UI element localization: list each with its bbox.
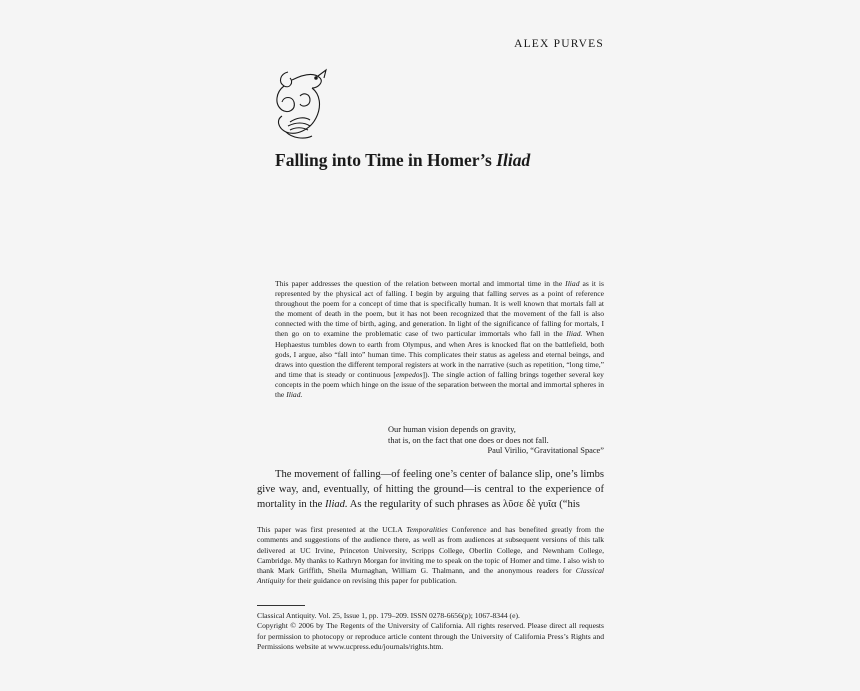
acknowledgement-footnote: This paper was first presented at the UCLA Temporalities Conference and has benefited greatly from the comments and suggestions of the audience there, as well as from audiences at subsequent versions of this talk delivered at UC Irvine, Princeton University, Scripps College, Oberlin College, and Newnham College, Cambridge. My thanks to Kathryn Morgan for inviting me to speak on the topic of Homer and time. I also wish to thank Mark Griffith, Sheila Murnaghan, William G. Thalmann, and the anonymous readers for Classical Antiquity for their guidance on revising this paper for publication. [257, 525, 605, 586]
epigraph-line: that is, on the fact that one does or does not fall. [388, 435, 549, 445]
body-paragraph: The movement of falling—of feeling one’s center of balance slip, one’s limbs give way, and, eventually, of hitting the ground—is central to the experience of mortality in the Iliad. As the regularity of such phrases as λῦσε δὲ γυῖα (“his [257, 469, 604, 510]
article-title: Falling into Time in Homer’s Iliad [275, 150, 531, 170]
footnote-divider [257, 605, 305, 606]
epigraph [388, 425, 604, 457]
bird-ornament-icon [270, 66, 330, 146]
greek-phrase: λῦσε δὲ γυῖα [502, 499, 557, 510]
abstract: This paper addresses the question of the relation between mortal and immortal time in the Iliad as it is represented by the physical act of falling. I begin by arguing that falling serves as a point of reference throughout the poem for a concept of time that is specifically human. It is well known that mortals fall at the moment of death in the poem, but it has not been recognized that the movement of the fall is also connected with the time of birth, aging, and generation. In light of the significance of falling for mortals, I then go on to examine the problematic case of two particular immortals who fall in the Iliad. When Hephaestus tumbles down to earth from Olympus, and when Ares is knocked flat on the battlefield, both gods, I argue, also “fall into” human time. This complicates their status as ageless and eternal beings, and draws into question the different temporal registers at work in the narrative (such as repetition, “long time,” and time that is steady or continuous [empedos]). The single action of falling brings together several key concepts in the poem which hinge on the issue of the separation between the mortal and immortal spheres in the Iliad. [275, 279, 604, 400]
epigraph-source: Paul Virilio, “Gravitational Space” [487, 446, 604, 455]
epigraph-line: Our human vision depends on gravity, [388, 425, 516, 434]
journal-citation: Classical Antiquity. Vol. 25, Issue 1, pp. 179–209. ISSN 0278-6656(p); 1067-8344 (e). [257, 611, 520, 620]
rights-statement: Copyright © 2006 by The Regents of the University of California. All rights reserved. Please direct all requests for permission to photocopy or reproduce article content through the University of California Press’s Rights and Permissions website at www.ucpress.edu/journals/rights.htm. [257, 621, 604, 651]
copyright-notice [257, 611, 604, 652]
running-head-author: ALEX PURVES [514, 38, 604, 50]
